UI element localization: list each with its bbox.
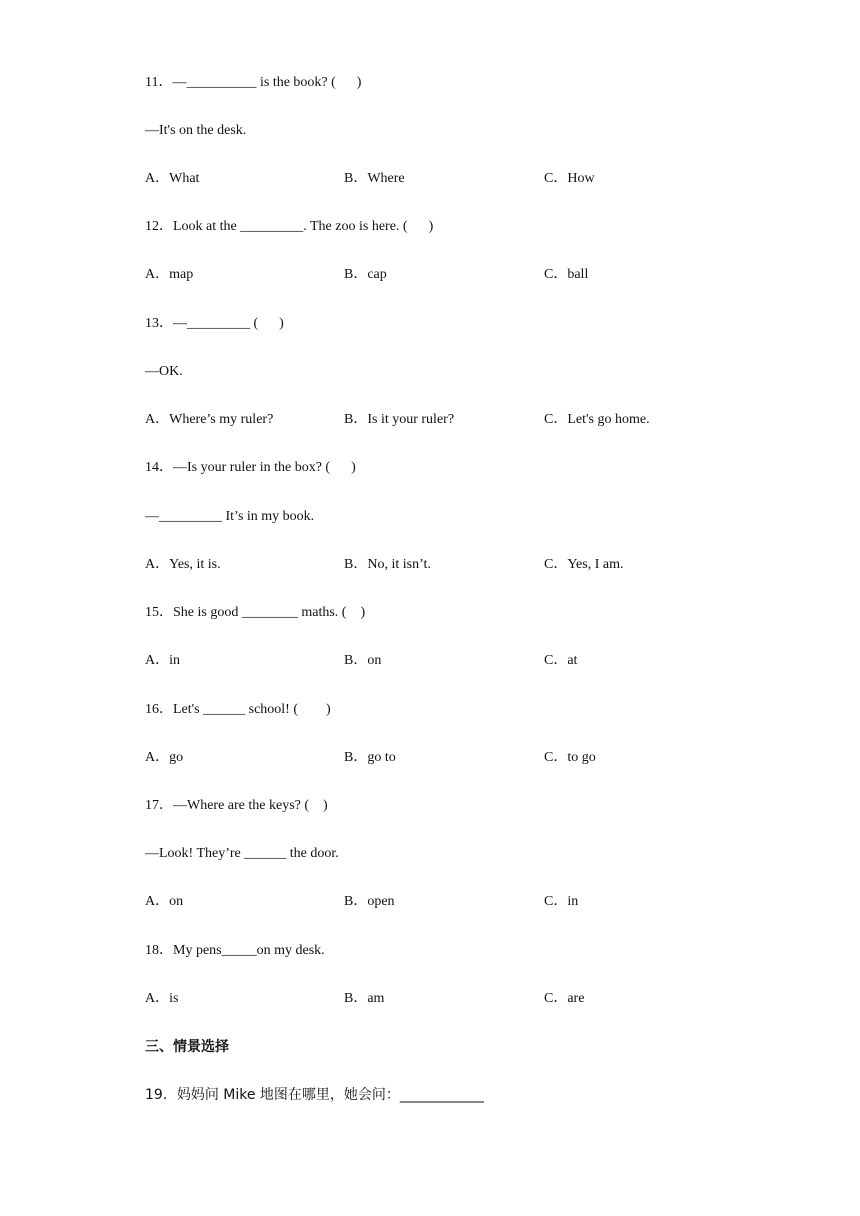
question-11-dialog: —It's on the desk. [145, 123, 247, 138]
question-15-option-c[interactable]: C．at [544, 653, 578, 668]
question-14-option-c[interactable]: C．Yes, I am. [544, 557, 624, 572]
question-16-option-b[interactable]: B．go to [344, 750, 396, 765]
question-13-option-b[interactable]: B．Is it your ruler? [344, 412, 455, 427]
question-16-stem: 16．Let's ______ school! ( ) [145, 702, 331, 717]
question-11-option-a[interactable]: A．What [145, 171, 200, 186]
question-13-stem: 13．—_________ ( ) [145, 316, 284, 331]
question-18-stem: 18．My pens_____on my desk. [145, 943, 325, 958]
question-12-option-a[interactable]: A．map [145, 267, 194, 282]
question-19-stem: 19．妈妈问 Mike 地图在哪里，她会问：____________ [145, 1087, 484, 1103]
question-18-option-c[interactable]: C．are [544, 991, 585, 1006]
question-15-option-a[interactable]: A．in [145, 653, 180, 668]
question-16-option-a[interactable]: A．go [145, 750, 184, 765]
question-17-stem: 17．—Where are the keys? ( ) [145, 798, 328, 813]
question-18-option-a[interactable]: A．is [145, 991, 179, 1006]
question-14-stem: 14．—Is your ruler in the box? ( ) [145, 460, 356, 475]
question-11-option-b[interactable]: B．Where [344, 171, 405, 186]
question-17-option-a[interactable]: A．on [145, 894, 184, 909]
question-13-option-c[interactable]: C．Let's go home. [544, 412, 650, 427]
question-17-option-b[interactable]: B．open [344, 894, 395, 909]
question-17-dialog: —Look! They’re ______ the door. [145, 846, 339, 861]
question-12-option-c[interactable]: C．ball [544, 267, 589, 282]
question-12-option-b[interactable]: B．cap [344, 267, 387, 282]
question-11-option-c[interactable]: C．How [544, 171, 595, 186]
question-14-dialog: —_________ It’s in my book. [145, 509, 315, 524]
question-18-option-b[interactable]: B．am [344, 991, 385, 1006]
question-14-option-b[interactable]: B．No, it isn’t. [344, 557, 431, 572]
question-16-option-c[interactable]: C．to go [544, 750, 596, 765]
question-12-stem: 12．Look at the _________. The zoo is here. ( ) [145, 219, 434, 234]
section-3-heading: 三、情景选择 [145, 1039, 229, 1055]
question-15-option-b[interactable]: B．on [344, 653, 382, 668]
question-15-stem: 15．She is good ________ maths. ( ) [145, 605, 366, 620]
question-17-option-c[interactable]: C．in [544, 894, 579, 909]
question-14-option-a[interactable]: A．Yes, it is. [145, 557, 221, 572]
question-13-option-a[interactable]: A．Where’s my ruler? [145, 412, 274, 427]
question-13-dialog: —OK. [145, 364, 183, 379]
question-11-stem: 11．—__________ is the book? ( ) [145, 75, 362, 90]
